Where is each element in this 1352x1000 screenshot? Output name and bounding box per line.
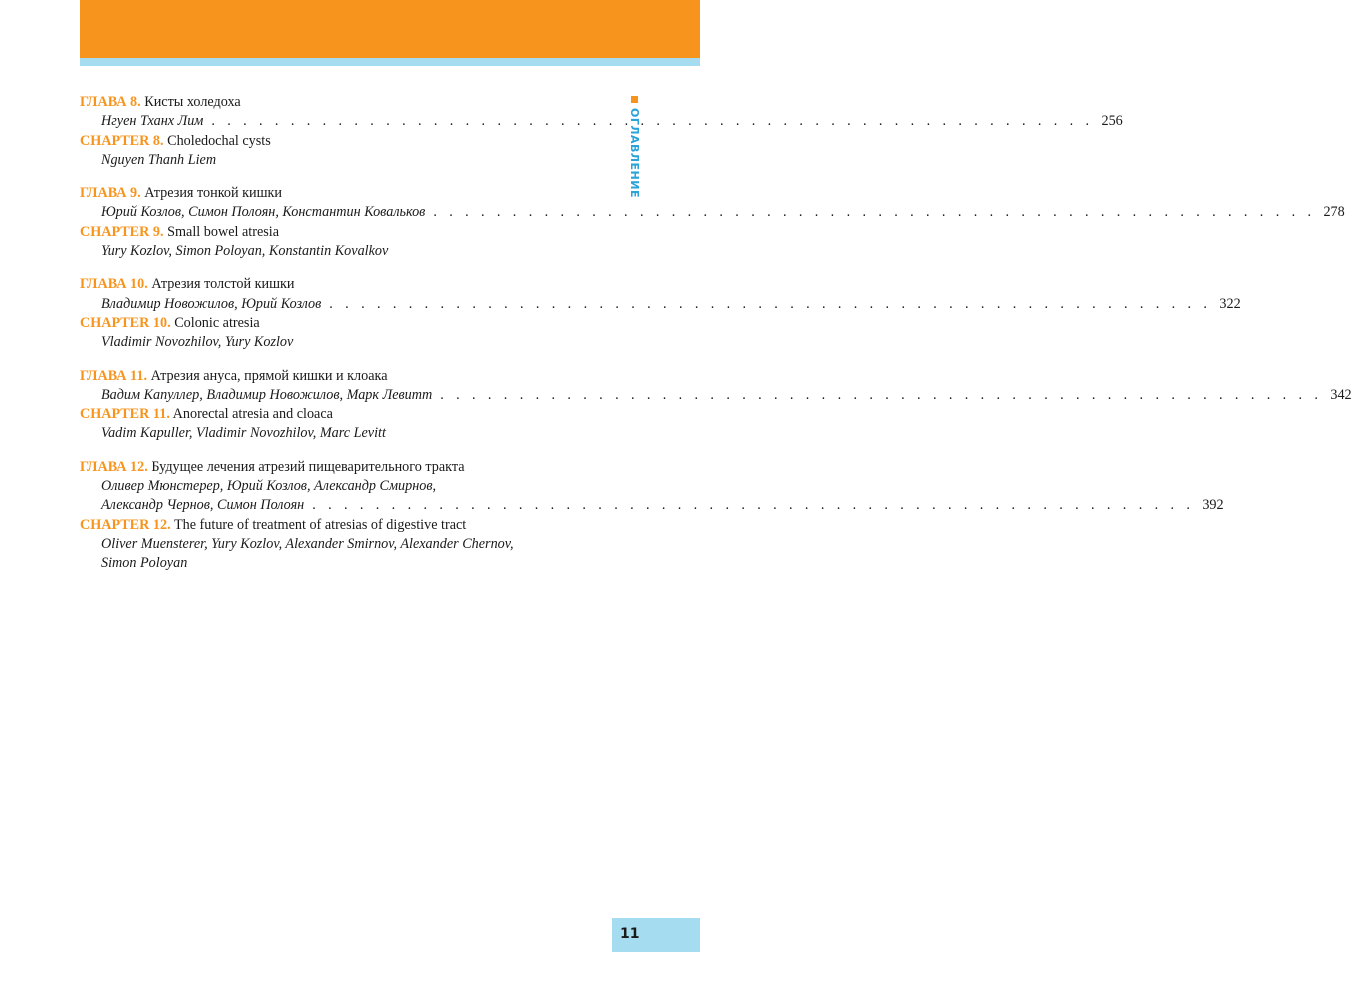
chapter-title-ru: Будущее лечения атрезий пищеварительного тракта	[151, 458, 465, 475]
chapter-title-en: Colonic atresia	[174, 314, 260, 331]
chapter-number-en: CHAPTER 12.	[80, 516, 171, 533]
chapter-heading-ru	[80, 458, 620, 477]
chapter-authors-en: Vladimir Novozhilov, Yury Kozlov	[101, 334, 294, 351]
header-stripe	[80, 58, 700, 66]
chapter-number-en: CHAPTER 9.	[80, 223, 164, 240]
chapter-authors-en: Oliver Muensterer, Yury Kozlov, Alexander Smirnov, Alexander Chernov,	[101, 535, 514, 552]
chapter-authors-ru: Вадим Капуллер, Владимир Новожилов, Марк Левитт	[101, 386, 433, 403]
chapter-number-ru: ГЛАВА 10.	[80, 276, 148, 293]
toc-chapter-entry	[80, 367, 1352, 444]
chapter-authors-ru: Владимир Новожилов, Юрий Козлов	[101, 295, 322, 312]
chapter-title-en: The future of treatment of atresias of digestive tract	[173, 516, 467, 533]
dot-leader: . . . . . . . . . . . . . . . . . . . . . . . . . . . . . . . . . . . . . . . . . . . . . . . . . . . . . . . .	[312, 497, 1195, 514]
page-number: 11	[620, 926, 640, 942]
chapter-heading-ru	[80, 367, 620, 386]
header-band	[80, 0, 700, 58]
chapter-number-ru: ГЛАВА 12.	[80, 458, 148, 475]
chapter-number-ru: ГЛАВА 9.	[80, 185, 141, 202]
chapter-title-ru: Атрезия толстой кишки	[151, 276, 295, 293]
toc-chapter-entry	[80, 275, 1241, 352]
chapter-page-number: 392	[1202, 497, 1224, 514]
chapter-authors-en: Yury Kozlov, Simon Poloyan, Konstantin Kovalkov	[101, 243, 389, 260]
chapter-number-ru: ГЛАВА 11.	[80, 367, 148, 384]
dot-leader: . . . . . . . . . . . . . . . . . . . . . . . . . . . . . . . . . . . . . . . . . . . . . . . . . . . . . . . .	[211, 113, 1094, 130]
toc-leader-row	[80, 386, 1352, 405]
chapter-authors-en: Nguyen Thanh Liem	[101, 151, 217, 168]
chapter-heading-en	[80, 405, 620, 424]
section-label: ОГЛАВЛЕНИЕ	[628, 108, 641, 198]
toc-leader-row	[80, 496, 1224, 515]
chapter-page-number: 278	[1323, 204, 1345, 221]
chapter-heading-ru	[80, 275, 620, 294]
chapter-authors-en: Simon Poloyan	[101, 555, 188, 572]
chapter-number-en: CHAPTER 8.	[80, 132, 164, 149]
chapter-authors-en: Vadim Kapuller, Vladimir Novozhilov, Marc Levitt	[101, 425, 386, 442]
toc-chapter-entry	[80, 458, 1224, 574]
page-number-box	[612, 918, 700, 952]
chapter-heading-ru	[80, 184, 620, 203]
chapter-heading-en	[80, 516, 620, 535]
chapter-heading-en	[80, 314, 620, 333]
chapter-number-en: CHAPTER 11.	[80, 406, 170, 423]
chapter-title-en: Choledochal cysts	[167, 132, 271, 149]
chapter-title-en: Small bowel atresia	[167, 223, 280, 240]
chapter-title-ru: Кисты холедоха	[144, 94, 241, 110]
chapter-heading-en	[80, 223, 620, 242]
chapter-number-ru: ГЛАВА 8.	[80, 94, 141, 110]
square-marker-icon	[631, 96, 638, 103]
dot-leader: . . . . . . . . . . . . . . . . . . . . . . . . . . . . . . . . . . . . . . . . . . . . . . . . . . . . . . . .	[440, 386, 1323, 403]
chapter-page-number: 342	[1330, 386, 1352, 403]
toc-leader-row	[80, 112, 1123, 131]
toc-leader-row	[80, 295, 1241, 314]
chapter-authors-ru: Оливер Мюнстерер, Юрий Козлов, Александр Смирнов,	[101, 478, 437, 495]
toc-chapter-entry	[80, 184, 1345, 261]
chapter-title-ru: Атрезия ануса, прямой кишки и клоака	[150, 367, 388, 384]
dot-leader: . . . . . . . . . . . . . . . . . . . . . . . . . . . . . . . . . . . . . . . . . . . . . . . . . . . . . . . .	[329, 295, 1212, 312]
chapter-page-number: 256	[1101, 113, 1123, 130]
chapter-title-en: Anorectal atresia and cloaca	[172, 406, 333, 423]
chapter-heading-en	[80, 132, 620, 151]
chapter-page-number: 322	[1219, 295, 1241, 312]
toc-leader-row	[80, 203, 1345, 222]
chapter-authors-ru: Александр Чернов, Симон Полоян	[101, 497, 305, 514]
chapter-title-ru: Атрезия тонкой кишки	[144, 185, 282, 202]
chapter-authors-ru: Юрий Козлов, Симон Полоян, Константин Ковальков	[101, 204, 426, 221]
dot-leader: . . . . . . . . . . . . . . . . . . . . . . . . . . . . . . . . . . . . . . . . . . . . . . . . . . . . . . . .	[433, 204, 1316, 221]
chapter-authors-ru: Нгуен Тханх Лим	[101, 113, 204, 130]
chapter-number-en: CHAPTER 10.	[80, 314, 171, 331]
chapter-heading-ru	[80, 93, 620, 112]
